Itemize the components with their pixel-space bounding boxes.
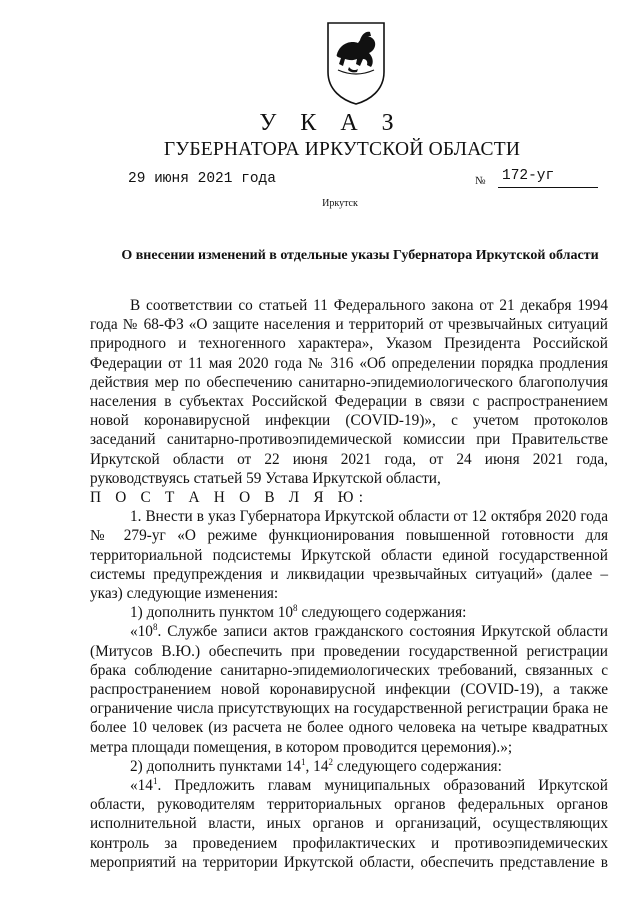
- document-body: [90, 296, 608, 872]
- decree-word: П О С Т А Н О В Л Я Ю:: [90, 489, 369, 507]
- decree-date: 29 июня 2021 года: [128, 171, 276, 187]
- quote-paragraph-14-1: «$14^1$. Предложить главам муниципальных образований Иркутской области, руководителям территориальных органов федеральных органов исполнительной власти, иных органов и организаций, осуществляющих контроль за проведением профилактических и противоэпидемических мероприятий на территории Иркутской области, обеспечить представление в: [90, 775, 608, 871]
- preamble-paragraph: В соответствии со статьей 11 Федерального закона от 21 декабря 1994 года № 68-ФЗ «О защите населения и территорий от чрезвычайных ситуаций природного и техногенного характера», Указом Президента Российской Федерации от 11 мая 2020 года № 316 «Об определении порядка продления действия мер по обеспечению санитарно-эпидемиологического благополучия населения в субъектах Российской Федерации в связи с распространением новой коронавирусной инфекции (COVID-19)», с учетом протоколов заседаний санитарно-противоэпидемической комиссии при Правительстве Иркутской области от 22 июня 2021 года, от 24 июня 2021 года, руководствуясь статьей 59 Устава Иркутской области,: [90, 297, 608, 487]
- governor-subtitle: ГУБЕРНАТОРА ИРКУТСКОЙ ОБЛАСТИ: [163, 139, 521, 160]
- item-1-subitem-2: 2) дополнить пунктами $14^1$, $14^2$ следующего содержания:: [130, 756, 502, 775]
- city-name: Иркутск: [322, 198, 358, 209]
- number-label: №: [475, 175, 486, 187]
- coat-of-arms-icon: [322, 20, 390, 106]
- item-1: 1. Внести в указ Губернатора Иркутской области от 12 октября 2020 года № 279-уг «О режиме функционирования повышенной готовности для территориальной подсистемы Иркутской области единой государственной системы предупреждения и ликвидации чрезвычайных ситуаций» (далее – указ) следующие изменения:: [90, 508, 608, 603]
- decree-number: 172-уг: [498, 168, 598, 188]
- decree-title: У К А З: [259, 110, 403, 136]
- quote-paragraph-10-8: «$10^8$. Службе записи актов гражданского состояния Иркутской области (Митусов В.Ю.) обеспечить при проведении государственной регистрации брака соблюдение санитарно-эпидемиологических требований, связанных с распространением новой коронавирусной инфекции (COVID-19), а также ограничение числа присутствующих на государственной регистрации брака не более 10 человек (из расчета не более одного человека на четыре квадратных метра площади помещения, в котором проводится церемония).»;: [90, 622, 608, 756]
- item-1-subitem-1: 1) дополнить пунктом $10^8$ следующего содержания:: [130, 603, 467, 622]
- document-heading: О внесении изменений в отдельные указы Губернатора Иркутской области: [121, 248, 599, 263]
